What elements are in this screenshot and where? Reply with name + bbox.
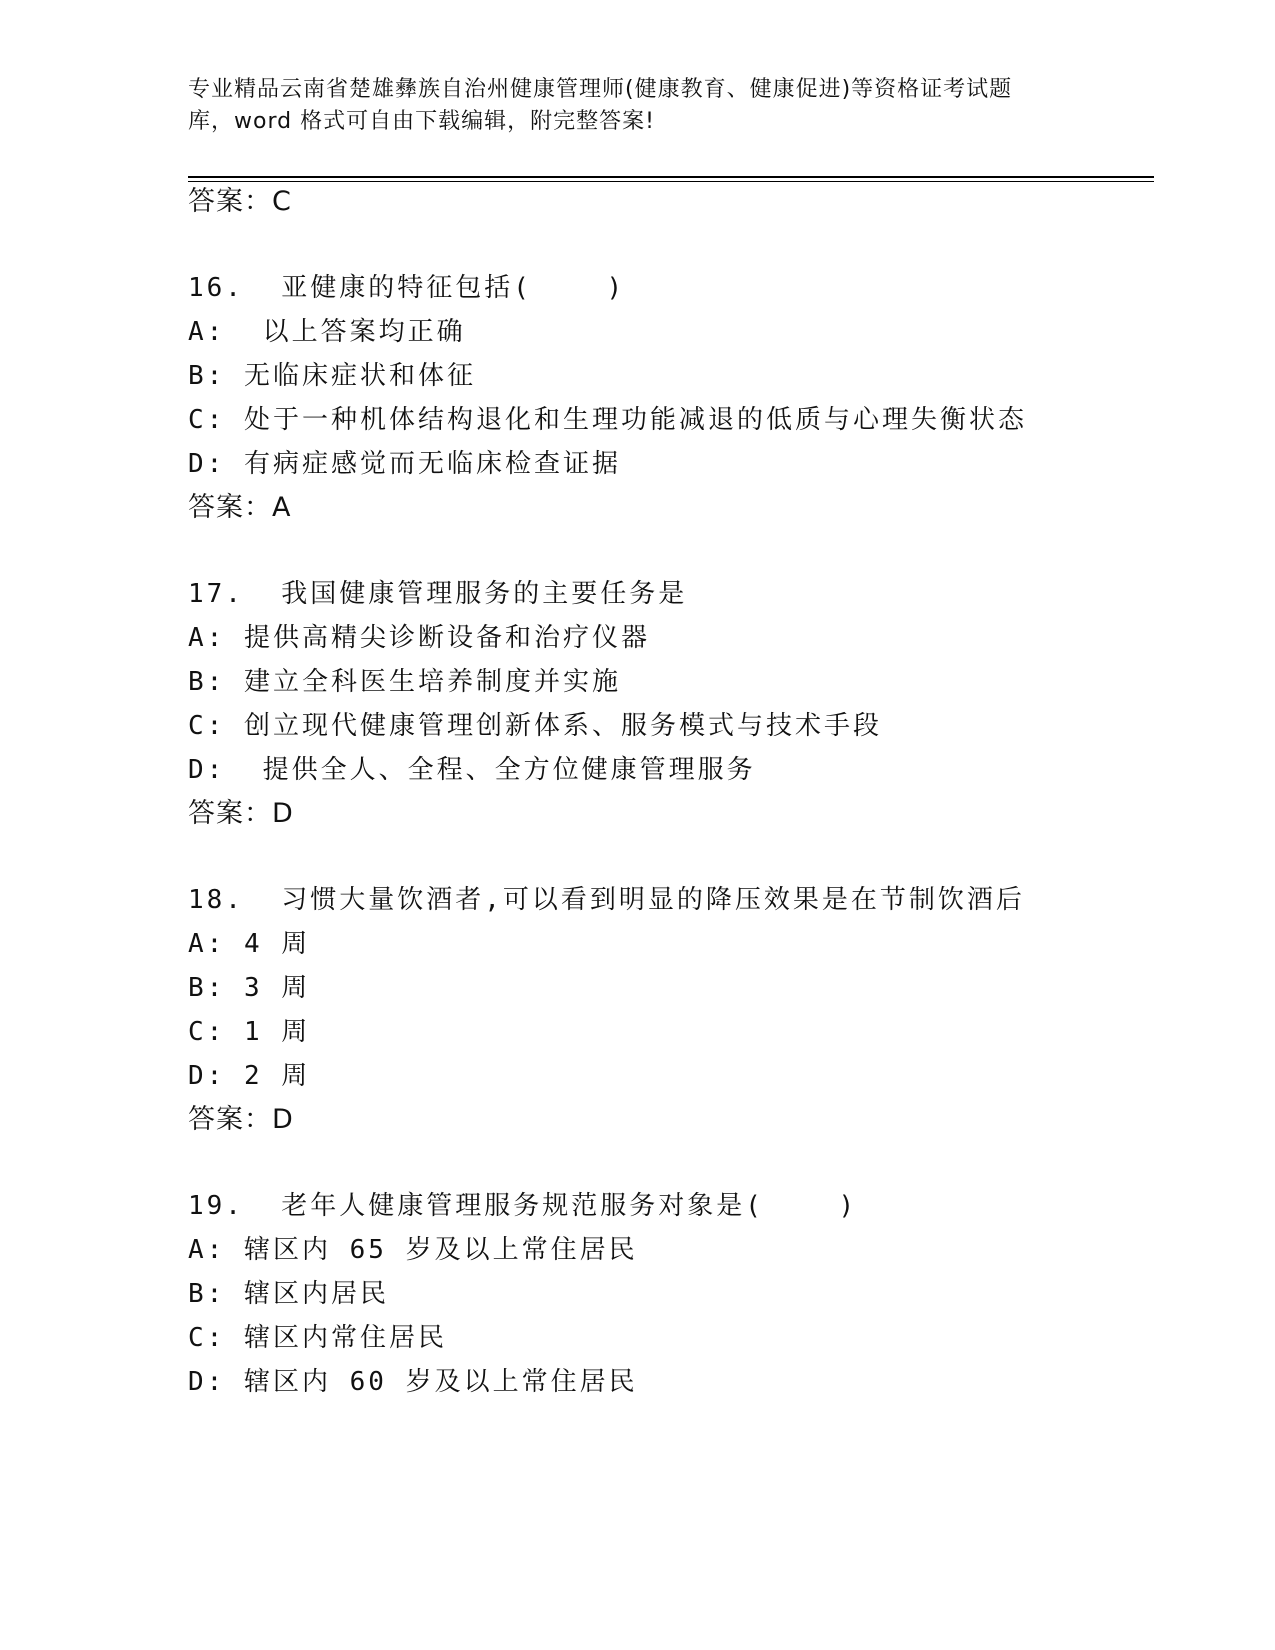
header-line-2: 库，word 格式可自由下载编辑，附完整答案! — [188, 109, 655, 134]
question-19-option-b: B: 辖区内居民 — [188, 1279, 389, 1309]
question-18-option-d: D: 2 周 — [188, 1061, 311, 1091]
question-16-option-c: C: 处于一种机体结构退化和生理功能减退的低质与心理失衡状态 — [188, 405, 1027, 435]
question-16-stem: 16. 亚健康的特征包括( ) — [188, 273, 626, 303]
question-16-option-d: D: 有病症感觉而无临床检查证据 — [188, 449, 621, 479]
question-18-option-b: B: 3 周 — [188, 973, 311, 1003]
question-18-answer: 答案：D — [188, 1104, 294, 1135]
question-19-stem: 19. 老年人健康管理服务规范服务对象是( ) — [188, 1191, 858, 1221]
question-18-option-c: C: 1 周 — [188, 1017, 311, 1047]
question-18-option-a: A: 4 周 — [188, 929, 311, 959]
question-17-answer: 答案：D — [188, 798, 294, 829]
question-18-stem: 18. 习惯大量饮酒者,可以看到明显的降压效果是在节制饮酒后 — [188, 885, 1025, 915]
question-16-option-b: B: 无临床症状和体征 — [188, 361, 476, 391]
header-divider-thin — [188, 181, 1154, 182]
question-19-option-d: D: 辖区内 60 岁及以上常住居民 — [188, 1367, 638, 1397]
question-17-option-a: A: 提供高精尖诊断设备和治疗仪器 — [188, 623, 650, 653]
header-divider-thick — [188, 176, 1154, 178]
question-17-option-d: D: 提供全人、全程、全方位健康管理服务 — [188, 755, 756, 785]
question-17-stem: 17. 我国健康管理服务的主要任务是 — [188, 579, 688, 609]
document-header — [188, 74, 1088, 138]
question-17-option-c: C: 创立现代健康管理创新体系、服务模式与技术手段 — [188, 711, 882, 741]
question-19-option-a: A: 辖区内 65 岁及以上常住居民 — [188, 1235, 638, 1265]
question-19-option-c: C: 辖区内常住居民 — [188, 1323, 447, 1353]
question-16-option-a: A: 以上答案均正确 — [188, 317, 466, 347]
question-16-answer: 答案：A — [188, 492, 292, 523]
previous-answer: 答案：C — [188, 186, 292, 217]
question-17-option-b: B: 建立全科医生培养制度并实施 — [188, 667, 621, 697]
header-line-1: 专业精品云南省楚雄彝族自治州健康管理师(健康教育、健康促进)等资格证考试题 — [188, 77, 1013, 102]
